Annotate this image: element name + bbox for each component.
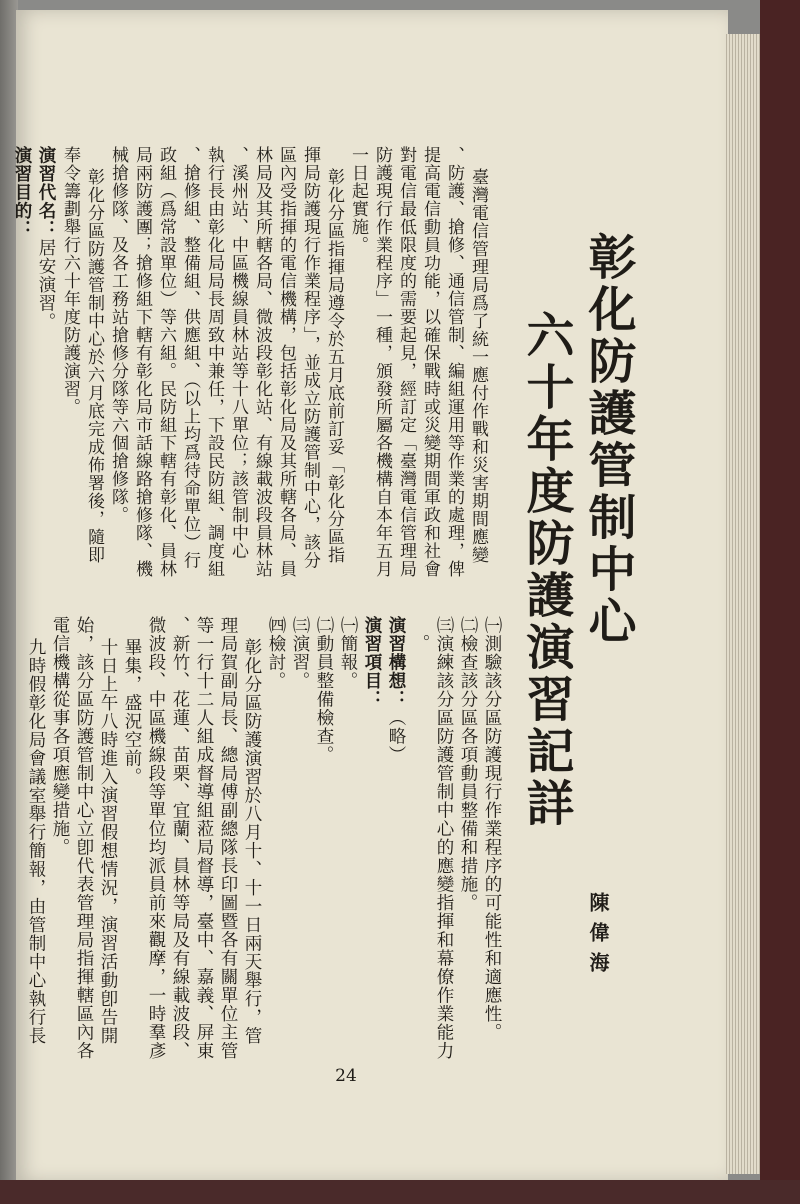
page-edges [726, 34, 762, 1174]
purpose-item-3-end: 。 [410, 634, 430, 653]
exercise-item-4: ㈣檢討。 [266, 616, 286, 690]
org-line-1: 彰化分區指揮局遵令於五月底前訂妥「彰化分區指 [324, 168, 344, 564]
exercise-concept-value: （略） [386, 708, 406, 764]
org-line-7: 、搶修組、整備組、供應組、（以上均爲待命單位）行 [180, 146, 200, 570]
org-line-6: 執行長由彰化局局長周致中兼任，下設民防組、調度組 [204, 146, 224, 578]
proceedings-line-4: 、新竹、花蓮、苗栗、宜蘭、員林等局及有線載波段、 [170, 616, 190, 1060]
book-board [0, 1180, 800, 1204]
proceedings-line-5: 微波段、中區機線段等單位均派員前來觀摩，一時羣彥 [146, 616, 166, 1060]
purpose-item-2: ㈡檢查該分區各項動員整備和措施。 [458, 616, 478, 912]
exercise-item-3: ㈢演習。 [290, 616, 310, 690]
page-number: 24 [335, 1066, 357, 1086]
exercise-concept [382, 616, 410, 764]
exercise-code-label: 演習代名： [36, 146, 56, 239]
proceedings-line-2: 理局賀副局長、總局傅副總隊長印圖暨各有關單位主管 [218, 616, 238, 1060]
proceedings-line-9: 電信機構從事各項應變措施。 [50, 616, 70, 857]
org-line-11: 彰化分區防護管制中心於六月底完成佈署後，隨即 [84, 168, 104, 564]
org-line-9: 局兩防護團；搶修組下轄有彰化局市話線路搶修隊、機 [132, 146, 152, 578]
intro-line-5: 防護現行作業程序」一種，頒發所屬各機構自本年五月 [372, 146, 392, 578]
proceedings-line-7: 十日上午八時進入演習假想情況，演習活動卽告開 [98, 638, 118, 1045]
book-cover [760, 0, 800, 1204]
purpose-item-3: ㈢演練該分區防護管制中心的應變指揮和幕僚作業能力 [434, 616, 454, 1060]
proceedings-line-10: 九時假彰化局會議室舉行簡報，由管制中心執行長 [26, 638, 46, 1045]
exercise-purpose [8, 146, 36, 239]
org-line-10: 械搶修隊、及各工務站搶修分隊等六個搶修隊。 [108, 146, 128, 524]
intro-line-3: 提高電信動員功能，以確保戰時或災變期間軍政和社會 [420, 146, 440, 578]
org-line-4: 林局及其所轄各局、微波段彰化站、有線載波段員林站 [252, 146, 272, 578]
intro-line-6: 一日起實施。 [348, 146, 368, 254]
org-line-5: 、溪州站、中區機線員林站等十八單位；該管制中心 [228, 146, 248, 560]
proceedings-line-3: 等一行十二人組成督導組蒞局督導，臺中、嘉義、屏東 [194, 616, 214, 1060]
exercise-purpose-label: 演習目的： [12, 146, 32, 239]
org-line-8: 政組（爲常設單位）等六組。民防組下轄有彰化、員林 [156, 146, 176, 578]
org-line-2: 揮局防護現行作業程序」，並成立防護管制中心，該分 [300, 146, 320, 570]
exercise-concept-label: 演習構想： [386, 616, 406, 709]
intro-line-4: 對電信最低限度的需要起見，經訂定「臺灣電信管理局 [396, 146, 416, 578]
article-title-line1: 彰化防護管制中心 [580, 232, 636, 648]
proceedings-line-1: 彰化分區防護演習於八月十、十一日兩天舉行，管 [242, 638, 262, 1045]
org-line-3: 區內受指揮的電信機構，包括彰化局及其所轄各局、員 [276, 146, 296, 578]
exercise-item-1: ㈠簡報。 [338, 616, 358, 690]
exercise-code [32, 146, 60, 331]
purpose-item-1: ㈠測驗該分區防護現行作業程序的可能性和適應性。 [482, 616, 502, 1042]
exercise-code-value: 居安演習。 [36, 238, 56, 331]
intro-line-2: 、防護、搶修、通信管制、編組運用等作業的處理，俾 [444, 146, 464, 578]
exercise-items-label: 演習項目： [362, 616, 382, 709]
article-author: 陳偉海 [586, 892, 610, 982]
proceedings-line-6: 畢集，盛況空前。 [122, 638, 142, 786]
intro-line-1: 臺灣電信管理局爲了統一應付作戰和災害期間應變 [468, 168, 488, 564]
org-line-12: 奉令籌劃舉行六十年度防護演習。 [60, 146, 80, 416]
exercise-item-2: ㈡動員整備檢查。 [314, 616, 334, 764]
article-title-line2: 六十年度防護演習記詳 [518, 310, 574, 830]
proceedings-line-8: 始，該分區防護管制中心立卽代表管理局指揮轄區內各 [74, 616, 94, 1060]
